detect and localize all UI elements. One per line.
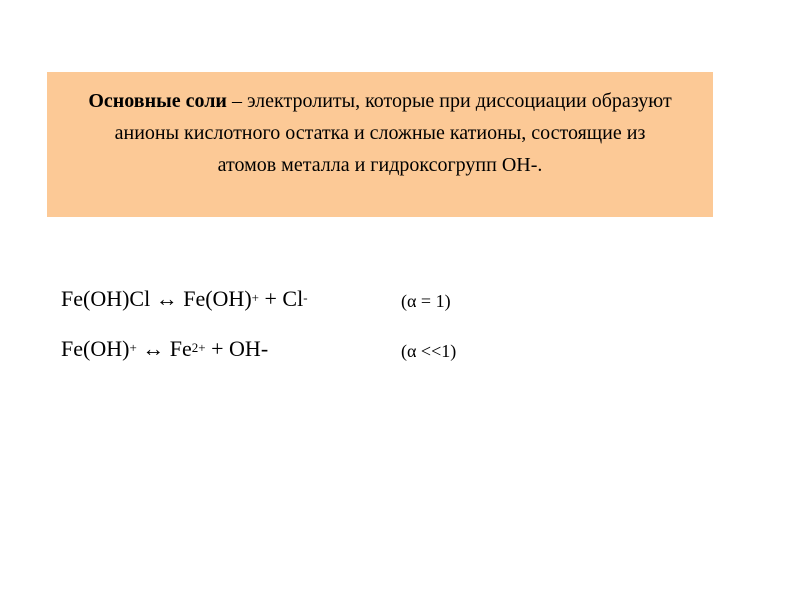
equation-1-product-2: Cl [282, 286, 304, 311]
equation-2-product-1-charge: 2+ [191, 340, 206, 355]
equation-2-arrow: ↔ [136, 336, 170, 361]
equation-1-condition: (α = 1) [401, 291, 451, 311]
equation-2-product-1: Fe [169, 336, 192, 361]
equation-2-condition: (α <<1) [401, 341, 457, 361]
definition-line-3: атомов металла и гидроксогрупп OH-. [217, 154, 543, 176]
equation-2-product-2: OH- [229, 336, 269, 361]
definition-line-1 [47, 85, 713, 117]
equation-1-reactant: Fe(OH)Cl [61, 286, 151, 311]
definition-box [47, 72, 713, 217]
definition-term: Основные соли [88, 90, 227, 112]
equation-1-product-1: Fe(OH) [183, 286, 252, 311]
equation-2 [61, 336, 268, 362]
equation-1-product-2-charge: - [303, 290, 308, 305]
equation-2-plus: + [205, 336, 230, 361]
equation-1 [61, 286, 308, 312]
equation-2-reactant: Fe(OH) [61, 336, 130, 361]
equation-2-reactant-charge: + [129, 340, 137, 355]
definition-line-1-text: – электролиты, которые при диссоциации образуют [226, 90, 672, 112]
definition-line-2: анионы кислотного остатка и сложные катионы, состоящие из [114, 122, 646, 144]
equation-1-plus: + [259, 286, 283, 311]
equation-1-arrow: ↔ [150, 286, 184, 311]
equation-1-product-1-charge: + [251, 290, 259, 305]
